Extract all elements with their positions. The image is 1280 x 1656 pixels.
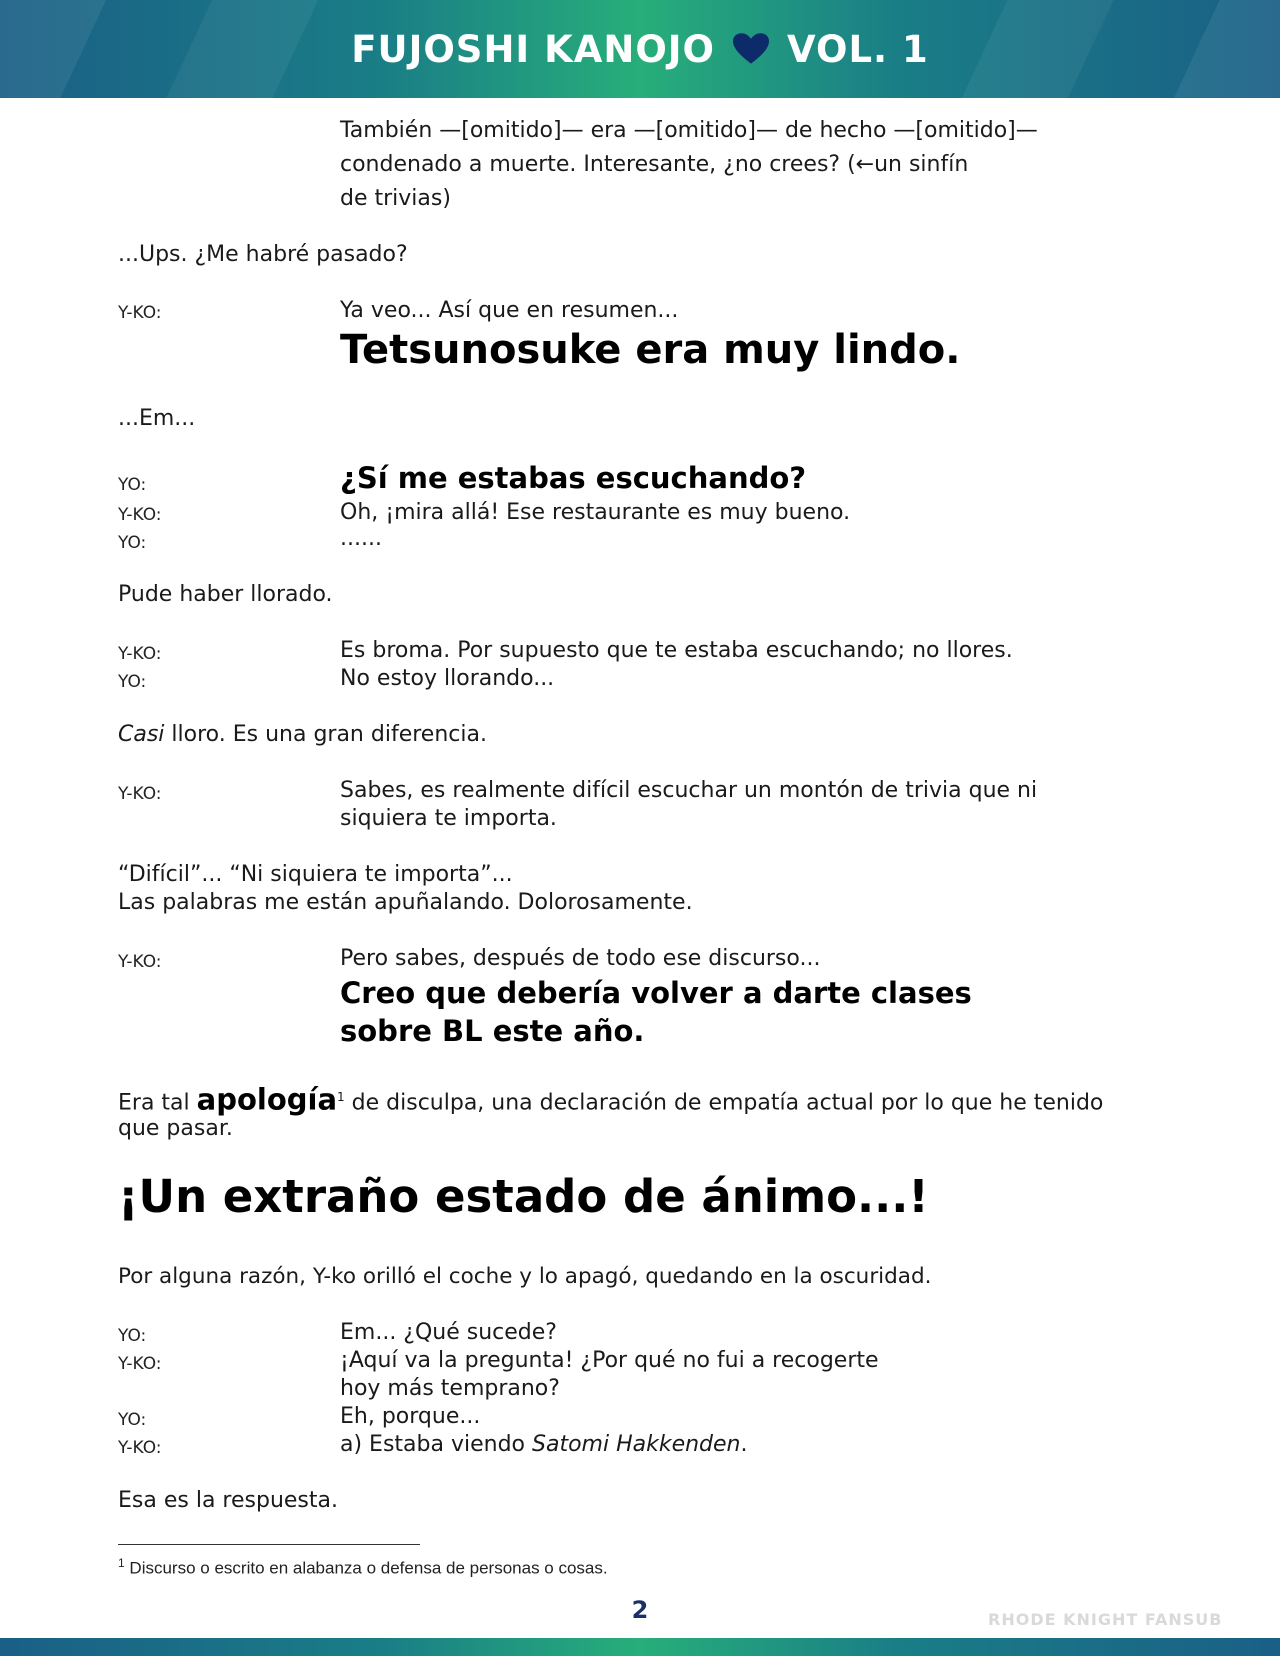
heart-icon xyxy=(733,33,769,65)
narration: “Difícil”... “Ni siquiera te importa”... xyxy=(118,862,513,887)
narration: ...Em... xyxy=(118,406,196,431)
narration-rest: lloro. Es una gran diferencia. xyxy=(164,722,487,747)
header-title-series: FUJOSHI KANOJO xyxy=(351,27,716,71)
header-title-volume: VOL. 1 xyxy=(787,27,929,71)
header-title xyxy=(351,28,928,71)
narration xyxy=(118,1080,1103,1120)
dialogue-emphasis: Creo que debería volver a darte clases xyxy=(340,976,972,1010)
dialogue-line: siquiera te importa. xyxy=(340,806,557,831)
narration: que pasar. xyxy=(118,1116,233,1141)
narration-emphasis: apología xyxy=(196,1082,338,1117)
narration-italic: Casi xyxy=(118,722,165,747)
speaker-label: Y-KO: xyxy=(118,1354,162,1374)
dialogue-line xyxy=(340,1428,748,1462)
narration-text: Era tal xyxy=(118,1090,197,1116)
speaker-label: YO: xyxy=(118,672,147,692)
footnote-text: Discurso o escrito en alabanza o defensa de personas o cosas. xyxy=(129,1558,608,1578)
paragraph-line: También —[omitido]— era —[omitido]— de hecho —[omitido]— xyxy=(340,118,1038,143)
narration-text: de disculpa, una declaración de empatía actual por lo que he tenido xyxy=(344,1090,1104,1116)
speaker-label: Y-KO: xyxy=(118,784,162,804)
paragraph-line: condenado a muerte. Interesante, ¿no crees? (←un sinfín xyxy=(340,152,969,177)
dialogue-line: Eh, porque... xyxy=(340,1404,481,1429)
dialogue-emphasis: Tetsunosuke era muy lindo. xyxy=(340,327,961,373)
speaker-label: YO: xyxy=(118,1410,147,1430)
footnote-number: 1 xyxy=(118,1556,125,1570)
footnote-reference: 1 xyxy=(337,1090,345,1104)
dialogue-line: Sabes, es realmente difícil escuchar un montón de trivia que ni xyxy=(340,778,1038,803)
dialogue-line: Pero sabes, después de todo ese discurso... xyxy=(340,946,821,971)
dialogue-emphasis: ¿Sí me estabas escuchando? xyxy=(340,461,807,495)
speaker-label: YO: xyxy=(118,475,147,495)
fansub-credit: RHODE KNIGHT FANSUB xyxy=(988,1610,1223,1629)
footnote xyxy=(118,1556,608,1579)
page-footer-bar xyxy=(0,1638,1280,1656)
narration: Pude haber llorado. xyxy=(118,582,333,607)
dialogue-line: ¡Aquí va la pregunta! ¿Por qué no fui a recogerte xyxy=(340,1348,879,1373)
dialogue-line: Em... ¿Qué sucede? xyxy=(340,1320,557,1345)
speaker-label: YO: xyxy=(118,533,147,553)
page-number: 2 xyxy=(631,1596,649,1624)
speaker-label: YO: xyxy=(118,1326,147,1346)
narration: ...Ups. ¿Me habré pasado? xyxy=(118,242,408,267)
footnote-divider xyxy=(118,1544,420,1545)
dialogue-line: hoy más temprano? xyxy=(340,1376,560,1401)
narration: Las palabras me están apuñalando. Dolorosamente. xyxy=(118,890,693,915)
narration: Por alguna razón, Y-ko orilló el coche y lo apagó, quedando en la oscuridad. xyxy=(118,1264,932,1289)
dialogue-line: Ya veo... Así que en resumen... xyxy=(340,298,679,323)
page-header-banner xyxy=(0,0,1280,98)
narration: Esa es la respuesta. xyxy=(118,1488,338,1513)
section-title: ¡Un extraño estado de ánimo...! xyxy=(118,1170,929,1223)
speaker-label: Y-KO: xyxy=(118,952,162,972)
speaker-label: Y-KO: xyxy=(118,644,162,664)
paragraph-line: de trivias) xyxy=(340,186,451,211)
speaker-label: Y-KO: xyxy=(118,1438,162,1458)
speaker-label: Y-KO: xyxy=(118,303,162,323)
narration xyxy=(118,718,487,752)
dialogue-emphasis: sobre BL este año. xyxy=(340,1014,645,1048)
dialogue-text: a) Estaba viendo xyxy=(340,1432,532,1457)
dialogue-line: Es broma. Por supuesto que te estaba escuchando; no llores. xyxy=(340,638,1013,663)
dialogue-text: . xyxy=(740,1432,748,1457)
dialogue-italic: Satomi Hakkenden xyxy=(532,1432,741,1457)
dialogue-line: No estoy llorando... xyxy=(340,666,555,691)
dialogue-line: Oh, ¡mira allá! Ese restaurante es muy bueno. xyxy=(340,500,851,525)
speaker-label: Y-KO: xyxy=(118,505,162,525)
dialogue-line: ...... xyxy=(340,526,382,551)
